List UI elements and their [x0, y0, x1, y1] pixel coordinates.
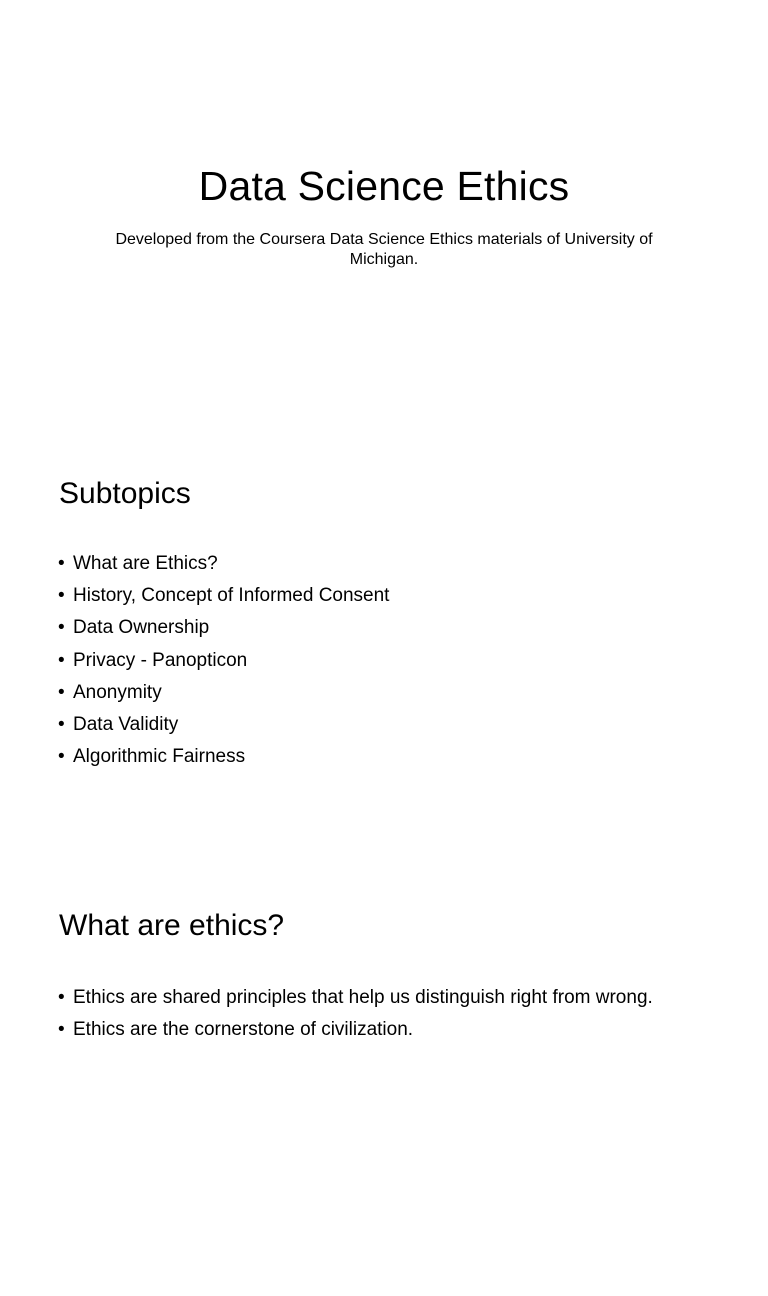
bullet-text: Algorithmic Fairness: [73, 746, 246, 768]
bullet-list: [58, 548, 389, 773]
bullet-icon: •: [58, 617, 65, 639]
bullet-item: [58, 612, 389, 644]
bullet-text: Anonymity: [73, 681, 162, 703]
slide-what-are-ethics: [0, 864, 768, 1296]
slide-subtitle-text: Developed from the Coursera Data Science Ethics materials of University of Michigan.: [115, 231, 653, 268]
bullet-icon: •: [58, 649, 65, 671]
bullet-item: [58, 1014, 653, 1046]
slide-title: [0, 0, 768, 432]
bullet-list: [58, 982, 653, 1046]
bullet-text: Privacy - Panopticon: [73, 649, 248, 671]
bullet-item: [58, 741, 389, 773]
bullet-text: What are Ethics?: [73, 553, 218, 574]
bullet-icon: •: [58, 585, 65, 607]
bullet-text: Data Validity: [73, 714, 179, 736]
bullet-item: [58, 709, 389, 741]
bullet-icon: •: [58, 553, 65, 574]
slide-subtopics: [0, 432, 768, 864]
slide-title-text: Data Science Ethics: [198, 163, 570, 209]
bullet-text: Data Ownership: [73, 617, 210, 639]
bullet-text: Ethics are the cornerstone of civilization.: [73, 1019, 414, 1041]
bullet-item: [58, 580, 389, 612]
bullet-icon: •: [58, 987, 65, 1008]
bullet-text: Ethics are shared principles that help us distinguish right from wrong.: [73, 987, 653, 1008]
slide-heading: Subtopics: [59, 477, 191, 510]
bullet-text: History, Concept of Informed Consent: [73, 585, 390, 607]
bullet-item: [58, 677, 389, 709]
bullet-item: [58, 645, 389, 677]
bullet-item: [58, 982, 653, 1014]
bullet-icon: •: [58, 746, 65, 768]
bullet-icon: •: [58, 714, 65, 736]
bullet-icon: •: [58, 1019, 65, 1041]
bullet-icon: •: [58, 681, 65, 703]
slide-heading: What are ethics?: [59, 909, 285, 942]
bullet-item: [58, 548, 389, 580]
